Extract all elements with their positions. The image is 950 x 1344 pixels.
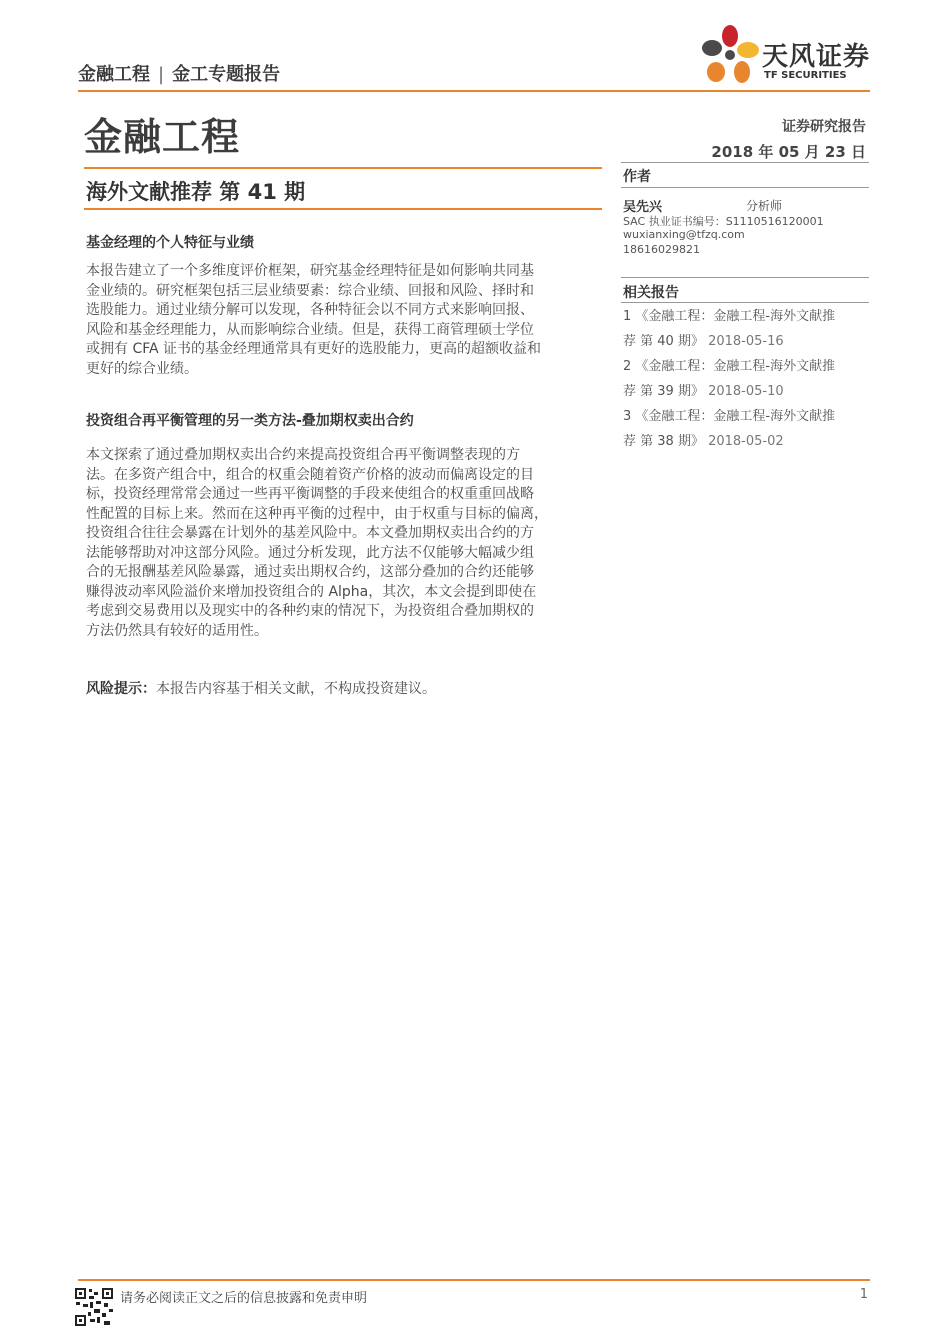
related-report-item[interactable] <box>623 404 869 454</box>
sidebar-divider <box>621 277 869 278</box>
paragraph-line: 考虑到交易费用以及现实中的各种约束的情况下，为投资组合叠加期权的 <box>86 603 534 619</box>
qr-code-icon <box>74 1287 114 1327</box>
paragraph-line: 风险和基金经理能力，从而影响综合业绩。但是，获得工商管理硕士学位 <box>86 321 534 338</box>
sidebar-divider <box>621 162 869 163</box>
paragraph-line: 标，投资经理常常会通过一些再平衡调整的手段来使组合的权重重回战略 <box>86 486 534 502</box>
related-reports-label: 相关报告 <box>623 285 679 301</box>
flower-logo-icon <box>700 22 760 90</box>
related-reports-list <box>623 304 869 454</box>
related-report-title-cont: 荐 第 39 期》 <box>623 384 704 399</box>
subtitle-top-divider <box>84 167 602 169</box>
page-title: 金融工程 <box>84 115 241 159</box>
paragraph-line: 方法仍然具有较好的适用性。 <box>86 622 268 639</box>
paragraph-line: 法能够帮助对冲这部分风险。通过分析发现，此方法不仅能够大幅减少组 <box>86 544 534 561</box>
footer-divider <box>78 1279 870 1281</box>
paragraph-line: 合的无报酬基差风险暴露，通过卖出期权合约，这部分叠加的合约还能够 <box>86 564 534 580</box>
paragraph-line: 选股能力。通过业绩分解可以发现，各种特征会以不同方式来影响回报、 <box>86 302 534 318</box>
report-subtitle: 海外文献推荐 第 41 期 <box>86 180 306 204</box>
header-separator: | <box>158 64 165 85</box>
header-subcategory: 金工专题报告 <box>172 64 281 85</box>
author-role: 分析师 <box>746 199 783 213</box>
header-divider <box>78 90 870 92</box>
report-date: 2018 年 05 月 23 日 <box>711 143 866 161</box>
related-report-item[interactable] <box>623 304 869 354</box>
paragraph-line: 或拥有 CFA 证书的基金经理通常具有更好的选股能力，更高的超额收益和 <box>86 341 542 357</box>
subtitle-bottom-divider <box>84 208 602 210</box>
section-heading: 投资组合再平衡管理的另一类方法-叠加期权卖出合约 <box>86 413 414 429</box>
paragraph-line: 本文探索了通过叠加期权卖出合约来提高投资组合再平衡调整表现的方 <box>86 447 520 463</box>
paragraph-line: 性配置的目标上来。然而在这种再平衡的过程中，由于权重与目标的偏离， <box>86 505 548 522</box>
related-report-title: 2 《金融工程：金融工程-海外文献推 <box>623 359 836 374</box>
paragraph-line: 更好的综合业绩。 <box>86 360 198 377</box>
header-category: 金融工程 <box>78 64 150 85</box>
section-paragraph <box>86 262 602 379</box>
paragraph-line: 法。在多资产组合中，组合的权重会随着资产价格的波动而偏离设定的目 <box>86 466 534 483</box>
related-report-date: 2018-05-10 <box>708 384 784 399</box>
related-report-title: 1 《金融工程：金融工程-海外文献推 <box>623 309 836 324</box>
related-report-title-cont: 荐 第 38 期》 <box>623 434 704 449</box>
author-email[interactable]: wuxianxing@tfzq.com <box>623 228 745 241</box>
author-sac-number: SAC 执业证书编号：S1110516120001 <box>623 215 824 228</box>
author-label: 作者 <box>623 169 651 185</box>
company-logo <box>700 22 875 90</box>
risk-text: 本报告内容基于相关文献，不构成投资建议。 <box>156 681 436 697</box>
page-number: 1 <box>859 1287 868 1302</box>
related-report-date: 2018-05-02 <box>708 434 784 449</box>
section-heading: 基金经理的个人特征与业绩 <box>86 235 254 251</box>
section-paragraph <box>86 446 602 641</box>
related-report-title: 3 《金融工程：金融工程-海外文献推 <box>623 409 836 424</box>
header-breadcrumb <box>78 60 280 86</box>
author-name: 吴先兴 <box>623 200 663 215</box>
logo-name-cn: 天风证券 <box>762 42 871 72</box>
report-type: 证券研究报告 <box>782 119 866 135</box>
related-report-item[interactable] <box>623 354 869 404</box>
related-report-title-cont: 荐 第 40 期》 <box>623 334 704 349</box>
sidebar-divider <box>621 302 869 303</box>
paragraph-line: 投资组合往往会暴露在计划外的基差风险中。本文叠加期权卖出合约的方 <box>86 525 534 541</box>
logo-name-en: TF SECURITIES <box>764 70 847 81</box>
risk-notice <box>86 678 436 698</box>
risk-label: 风险提示： <box>86 681 156 697</box>
sidebar-divider <box>621 187 869 188</box>
author-phone: 18616029821 <box>623 243 700 256</box>
paragraph-line: 赚得波动率风险溢价来增加投资组合的 Alpha，其次，本文会提到即使在 <box>86 583 537 600</box>
related-report-date: 2018-05-16 <box>708 334 784 349</box>
footer-disclaimer: 请务必阅读正文之后的信息披露和免责申明 <box>120 1291 368 1306</box>
paragraph-line: 金业绩的。研究框架包括三层业绩要素：综合业绩、回报和风险、择时和 <box>86 282 534 299</box>
paragraph-line: 本报告建立了一个多维度评价框架，研究基金经理特征是如何影响共同基 <box>86 263 534 279</box>
